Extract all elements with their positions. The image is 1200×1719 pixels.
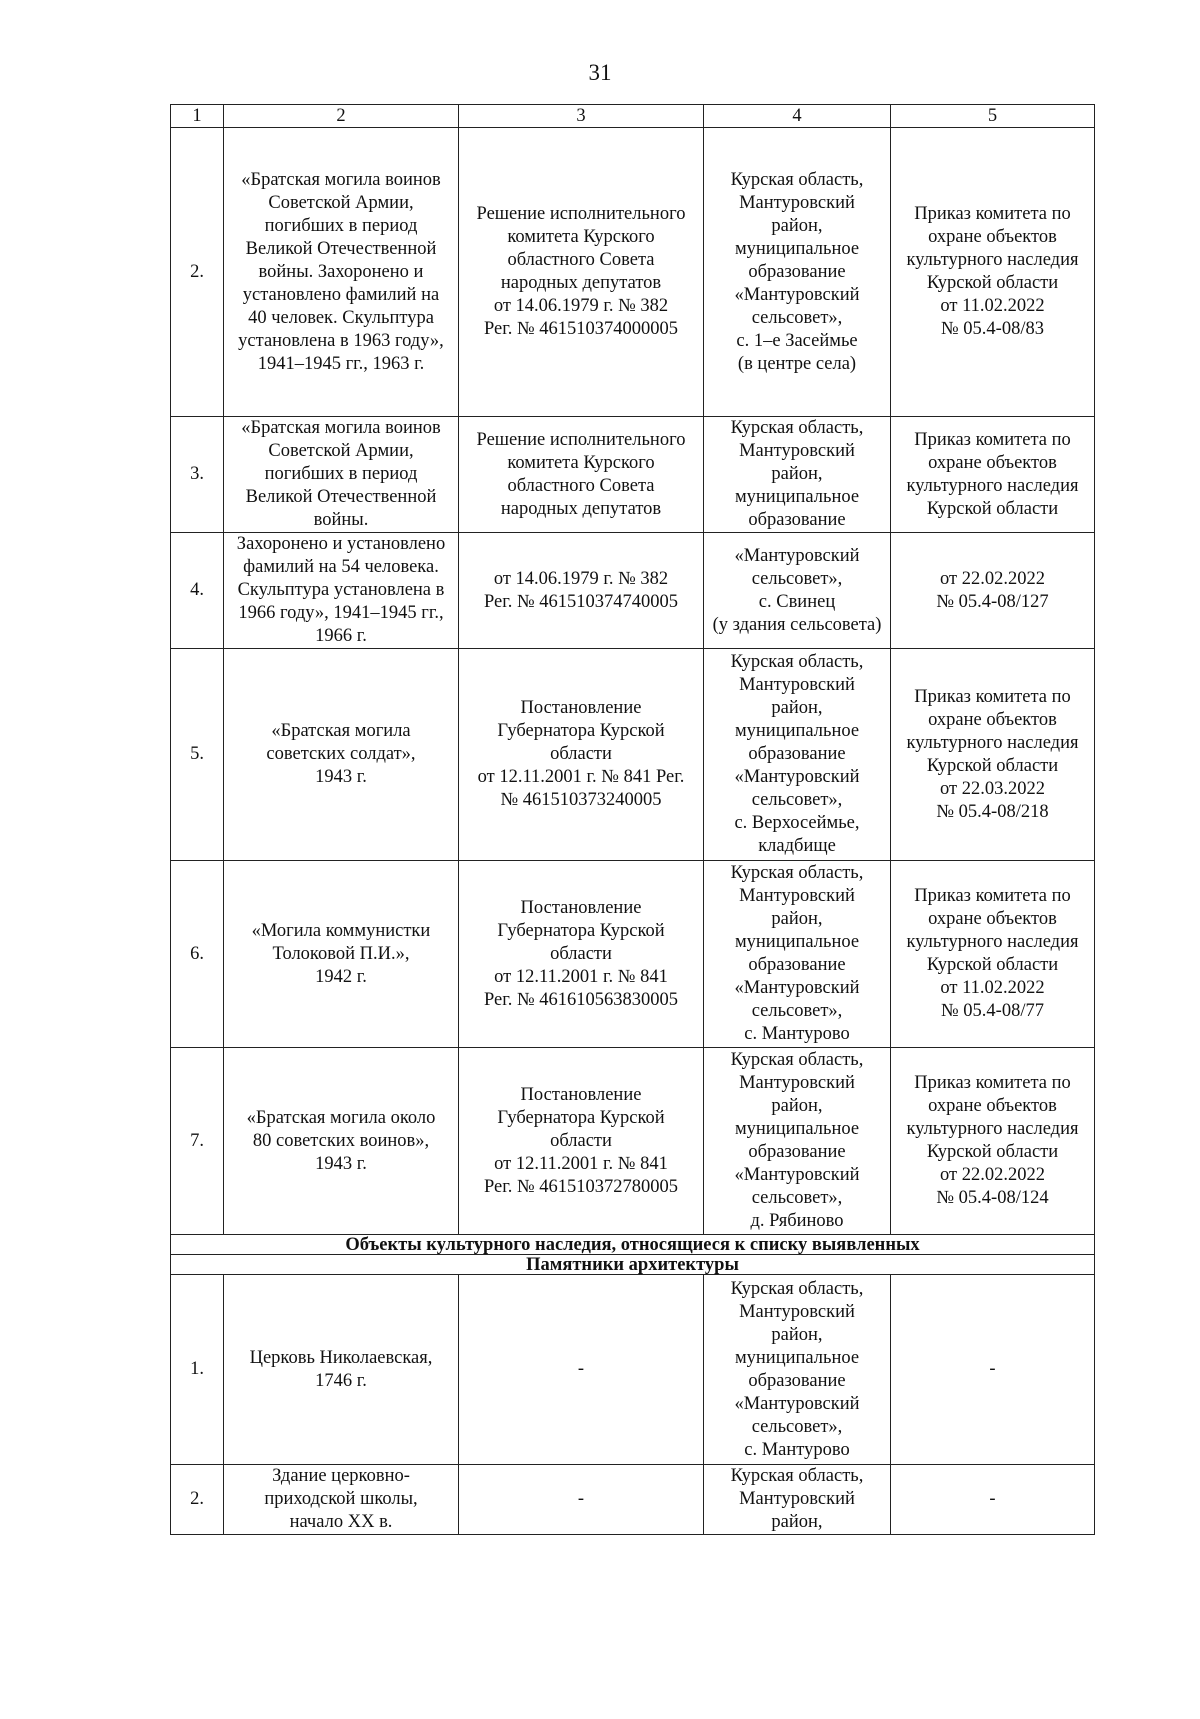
page-number: 31: [588, 60, 612, 85]
order-cell: [891, 649, 1095, 861]
cell-text-line: с. Мантурово: [744, 1439, 850, 1460]
cell-text-line: Толоковой П.И.»,: [272, 943, 410, 964]
object-name-cell: [224, 1048, 459, 1235]
cell-text-line: Рег. № 461510374740005: [483, 591, 679, 612]
cell-text-line: от 12.11.2001 г. № 841: [494, 1153, 668, 1174]
cell-text-line: образование: [748, 955, 846, 975]
cell-text-line: Рег. № 461510374000005: [483, 319, 679, 339]
cell-text-line: (у здания сельсовета): [712, 614, 882, 635]
cell-text-line: 1942 г.: [315, 966, 367, 987]
cell-text-line: Курская область,: [730, 418, 864, 438]
cell-text-line: сельсовет»,: [751, 568, 843, 589]
cell-text-line: Советской Армии,: [268, 192, 414, 213]
location-cell: [704, 1275, 891, 1465]
cell-text-line: район,: [771, 1512, 823, 1532]
cell-text-line: «Братская могила: [271, 721, 411, 741]
object-name-cell: [224, 861, 459, 1048]
row-number: 3.: [171, 417, 224, 533]
cell-text-line: Курской области: [926, 755, 1059, 776]
subsection-heading: Памятники архитектуры: [171, 1255, 1095, 1275]
cell-text-line: № 05.4-08/83: [941, 319, 1044, 339]
cell-text-line: сельсовет»,: [751, 1416, 843, 1437]
cell-text-line: Курской области: [926, 498, 1059, 519]
cell-text-line: № 05.4-08/77: [941, 1001, 1044, 1021]
cell-text-line: войны. Захоронено и: [258, 261, 424, 282]
cell-text-line: фамилий на 54 человека.: [243, 557, 439, 577]
cell-text-line: культурного наследия: [906, 250, 1079, 270]
object-name-cell: [224, 1465, 459, 1535]
cell-text-line: приходской школы,: [264, 1489, 418, 1509]
cell-text-line: от 22.03.2022: [940, 778, 1045, 799]
cell-text-line: области: [550, 744, 612, 764]
cell-text-line: «Могила коммунистки: [251, 920, 431, 941]
cell-text-line: район,: [771, 464, 823, 484]
cell-text-line: Решение исполнительного: [476, 429, 686, 450]
cell-text-line: от 12.11.2001 г. № 841: [494, 966, 668, 987]
cell-text-line: от 22.02.2022: [940, 568, 1045, 589]
cell-text-line: от 11.02.2022: [940, 978, 1045, 998]
document-cell: [459, 533, 704, 649]
document-cell: [459, 1275, 704, 1465]
order-cell: [891, 861, 1095, 1048]
cell-text-line: 80 советских воинов»,: [252, 1130, 430, 1151]
cell-text-line: район,: [771, 1324, 823, 1345]
cell-text-line: Приказ комитета по: [914, 204, 1071, 224]
order-cell: [891, 1275, 1095, 1465]
section-heading: Объекты культурного наследия, относящиеся к списку выявленных: [171, 1235, 1095, 1255]
cell-text-line: Мантуровский: [739, 675, 855, 695]
location-cell: [704, 1048, 891, 1235]
cell-text-line: «Мантуровский: [734, 545, 860, 566]
cell-text-line: Губернатора Курской: [497, 721, 665, 741]
cell-text-line: культурного наследия: [906, 732, 1079, 753]
cell-text-line: Захоронено и установлено: [236, 534, 446, 554]
cell-text-line: «Мантуровский: [734, 284, 860, 305]
document-cell: [459, 649, 704, 861]
cell-text-line: муниципальное: [734, 1119, 860, 1139]
document-cell: [459, 1465, 704, 1535]
cell-text-line: Курская область,: [730, 1278, 864, 1299]
cell-text-line: 1746 г.: [315, 1370, 367, 1391]
order-cell: [891, 1465, 1095, 1535]
row-number: 5.: [171, 649, 224, 861]
cell-text-line: д. Рябиново: [750, 1211, 844, 1231]
cell-text-line: «Братская могила воинов: [241, 169, 441, 190]
cell-text-line: Постановление: [520, 1084, 642, 1105]
cell-text-line: Мантуровский: [739, 1073, 855, 1093]
cell-text-line: «Мантуровский: [734, 978, 860, 998]
cell-text-line: Решение исполнительного: [476, 204, 686, 224]
cell-text-line: 40 человек. Скульптура: [248, 307, 434, 328]
object-name-cell: [224, 128, 459, 417]
cell-text-line: от 12.11.2001 г. № 841 Рег.: [477, 767, 685, 787]
cell-text-line: № 05.4-08/127: [936, 591, 1049, 612]
cell-text-line: -: [989, 1359, 996, 1379]
cell-text-line: муниципальное: [734, 487, 860, 507]
location-cell: [704, 1465, 891, 1535]
cell-text-line: 1966 году», 1941–1945 гг.,: [238, 603, 444, 623]
location-cell: [704, 417, 891, 533]
cell-text-line: район,: [771, 1096, 823, 1116]
column-header: 4: [704, 105, 891, 128]
cell-text-line: муниципальное: [734, 238, 860, 259]
cell-text-line: 1943 г.: [315, 1153, 367, 1174]
cell-text-line: культурного наследия: [906, 932, 1079, 952]
cell-text-line: сельсовет»,: [751, 1001, 843, 1021]
cell-text-line: с. 1–е Засеймье: [736, 330, 858, 351]
cell-text-line: Курская область,: [730, 652, 864, 672]
cell-text-line: сельсовет»,: [751, 307, 843, 328]
cell-text-line: район,: [771, 215, 823, 236]
cell-text-line: Курская область,: [730, 1050, 864, 1070]
order-cell: [891, 417, 1095, 533]
section-heading-row: [171, 1235, 1095, 1255]
location-cell: [704, 649, 891, 861]
cell-text-line: Курская область,: [730, 169, 864, 190]
cell-text-line: установлено фамилий на: [242, 284, 440, 305]
object-name-cell: [224, 417, 459, 533]
cell-text-line: «Братская могила воинов: [241, 418, 441, 438]
cell-text-line: «Мантуровский: [734, 1393, 860, 1414]
cell-text-line: Губернатора Курской: [497, 1107, 665, 1128]
cell-text-line: -: [577, 1489, 585, 1509]
cell-text-line: с. Верхосеймье,: [734, 813, 860, 833]
cell-text-line: -: [989, 1489, 996, 1509]
cell-text-line: начало XX в.: [289, 1512, 393, 1532]
cell-text-line: Курской области: [926, 1142, 1059, 1162]
cell-text-line: Курская область,: [730, 1466, 864, 1486]
cell-text-line: области: [550, 943, 612, 964]
object-name-cell: [224, 649, 459, 861]
cell-text-line: Церковь Николаевская,: [249, 1347, 433, 1368]
cell-text-line: охране объектов: [928, 227, 1057, 247]
cell-text-line: Скульптура установлена в: [237, 580, 445, 600]
cell-text-line: комитета Курского: [507, 227, 655, 247]
cell-text-line: погибших в период: [264, 464, 418, 484]
cell-text-line: № 05.4-08/124: [936, 1188, 1049, 1208]
cell-text-line: № 05.4-08/218: [936, 801, 1049, 822]
column-header-row: [171, 105, 1095, 128]
cell-text-line: области: [550, 1130, 612, 1151]
row-number: 2.: [171, 1465, 224, 1535]
cell-text-line: от 14.06.1979 г. № 382: [493, 568, 669, 589]
cell-text-line: 1943 г.: [315, 767, 367, 787]
location-cell: [704, 128, 891, 417]
cell-text-line: с. Свинец: [758, 591, 836, 612]
cell-text-line: от 22.02.2022: [940, 1165, 1045, 1185]
cell-text-line: № 461510373240005: [500, 790, 662, 810]
cell-text-line: Рег. № 461610563830005: [483, 989, 679, 1010]
cell-text-line: комитета Курского: [507, 452, 655, 473]
cell-text-line: -: [577, 1359, 585, 1379]
cell-text-line: Здание церковно-: [272, 1466, 410, 1486]
document-cell: [459, 861, 704, 1048]
column-header: 1: [171, 105, 224, 128]
row-number: 4.: [171, 533, 224, 649]
cell-text-line: войны.: [313, 510, 369, 530]
location-cell: [704, 533, 891, 649]
location-cell: [704, 861, 891, 1048]
row-number: 7.: [171, 1048, 224, 1235]
cell-text-line: от 11.02.2022: [940, 296, 1045, 316]
cell-text-line: Рег. № 461510372780005: [483, 1176, 679, 1197]
cell-text-line: Мантуровский: [739, 1301, 855, 1322]
cell-text-line: образование: [748, 1370, 846, 1391]
row-number: 1.: [171, 1275, 224, 1465]
cell-text-line: Мантуровский: [739, 192, 855, 213]
row-number: 2.: [171, 128, 224, 417]
cell-text-line: Постановление: [520, 698, 642, 718]
cell-text-line: Советской Армии,: [268, 441, 414, 461]
cell-text-line: муниципальное: [734, 1347, 860, 1368]
cell-text-line: областного Совета: [507, 475, 655, 496]
object-name-cell: [224, 1275, 459, 1465]
cell-text-line: «Мантуровский: [734, 767, 860, 787]
cell-text-line: район,: [771, 698, 823, 718]
cell-text-line: Мантуровский: [739, 886, 855, 906]
order-cell: [891, 533, 1095, 649]
cell-text-line: Приказ комитета по: [914, 686, 1071, 707]
cell-text-line: охране объектов: [928, 909, 1057, 929]
cell-text-line: кладбище: [758, 836, 836, 856]
cell-text-line: «Мантуровский: [734, 1165, 860, 1185]
heritage-table: [170, 104, 1095, 1535]
column-header: 5: [891, 105, 1095, 128]
cell-text-line: Великой Отечественной: [245, 487, 437, 507]
document-cell: [459, 128, 704, 417]
document-cell: [459, 1048, 704, 1235]
cell-text-line: «Братская могила около: [246, 1107, 436, 1128]
table-row: [171, 1275, 1095, 1465]
cell-text-line: Курской области: [926, 955, 1059, 975]
table-row: [171, 649, 1095, 861]
cell-text-line: охране объектов: [928, 1096, 1057, 1116]
cell-text-line: район,: [771, 909, 823, 929]
cell-text-line: народных депутатов: [500, 498, 662, 519]
cell-text-line: (в центре села): [737, 353, 857, 374]
cell-text-line: охране объектов: [928, 709, 1057, 730]
cell-text-line: погибших в период: [264, 215, 418, 236]
cell-text-line: Приказ комитета по: [914, 1073, 1071, 1093]
cell-text-line: образование: [748, 744, 846, 764]
cell-text-line: Курской области: [926, 273, 1059, 293]
cell-text-line: сельсовет»,: [751, 790, 843, 810]
object-name-cell: [224, 533, 459, 649]
cell-text-line: культурного наследия: [906, 1119, 1079, 1139]
cell-text-line: от 14.06.1979 г. № 382: [493, 296, 669, 316]
column-header: 3: [459, 105, 704, 128]
table-row: [171, 1465, 1095, 1535]
cell-text-line: образование: [748, 1142, 846, 1162]
cell-text-line: Приказ комитета по: [914, 429, 1071, 450]
table-row: [171, 533, 1095, 649]
cell-text-line: областного Совета: [507, 250, 655, 270]
table-row: [171, 417, 1095, 533]
order-cell: [891, 128, 1095, 417]
cell-text-line: с. Мантурово: [744, 1024, 850, 1044]
cell-text-line: культурного наследия: [906, 475, 1079, 496]
cell-text-line: 1941–1945 гг., 1963 г.: [257, 353, 425, 374]
order-cell: [891, 1048, 1095, 1235]
column-header: 2: [224, 105, 459, 128]
cell-text-line: установлена в 1963 году»,: [238, 330, 444, 351]
cell-text-line: сельсовет»,: [751, 1188, 843, 1208]
cell-text-line: муниципальное: [734, 721, 860, 741]
cell-text-line: Курская область,: [730, 863, 864, 883]
cell-text-line: Великой Отечественной: [245, 238, 437, 259]
cell-text-line: Приказ комитета по: [914, 886, 1071, 906]
cell-text-line: охране объектов: [928, 452, 1057, 473]
table-row: [171, 128, 1095, 417]
subsection-heading-row: [171, 1255, 1095, 1275]
cell-text-line: муниципальное: [734, 932, 860, 952]
document-cell: [459, 417, 704, 533]
row-number: 6.: [171, 861, 224, 1048]
cell-text-line: советских солдат»,: [266, 744, 416, 764]
cell-text-line: Губернатора Курской: [497, 920, 665, 941]
table-row: [171, 1048, 1095, 1235]
cell-text-line: 1966 г.: [315, 626, 367, 646]
cell-text-line: Постановление: [520, 897, 642, 918]
cell-text-line: образование: [748, 510, 846, 530]
cell-text-line: Мантуровский: [739, 1489, 855, 1509]
table-row: [171, 861, 1095, 1048]
cell-text-line: образование: [748, 261, 846, 282]
cell-text-line: Мантуровский: [739, 441, 855, 461]
cell-text-line: народных депутатов: [500, 273, 662, 293]
